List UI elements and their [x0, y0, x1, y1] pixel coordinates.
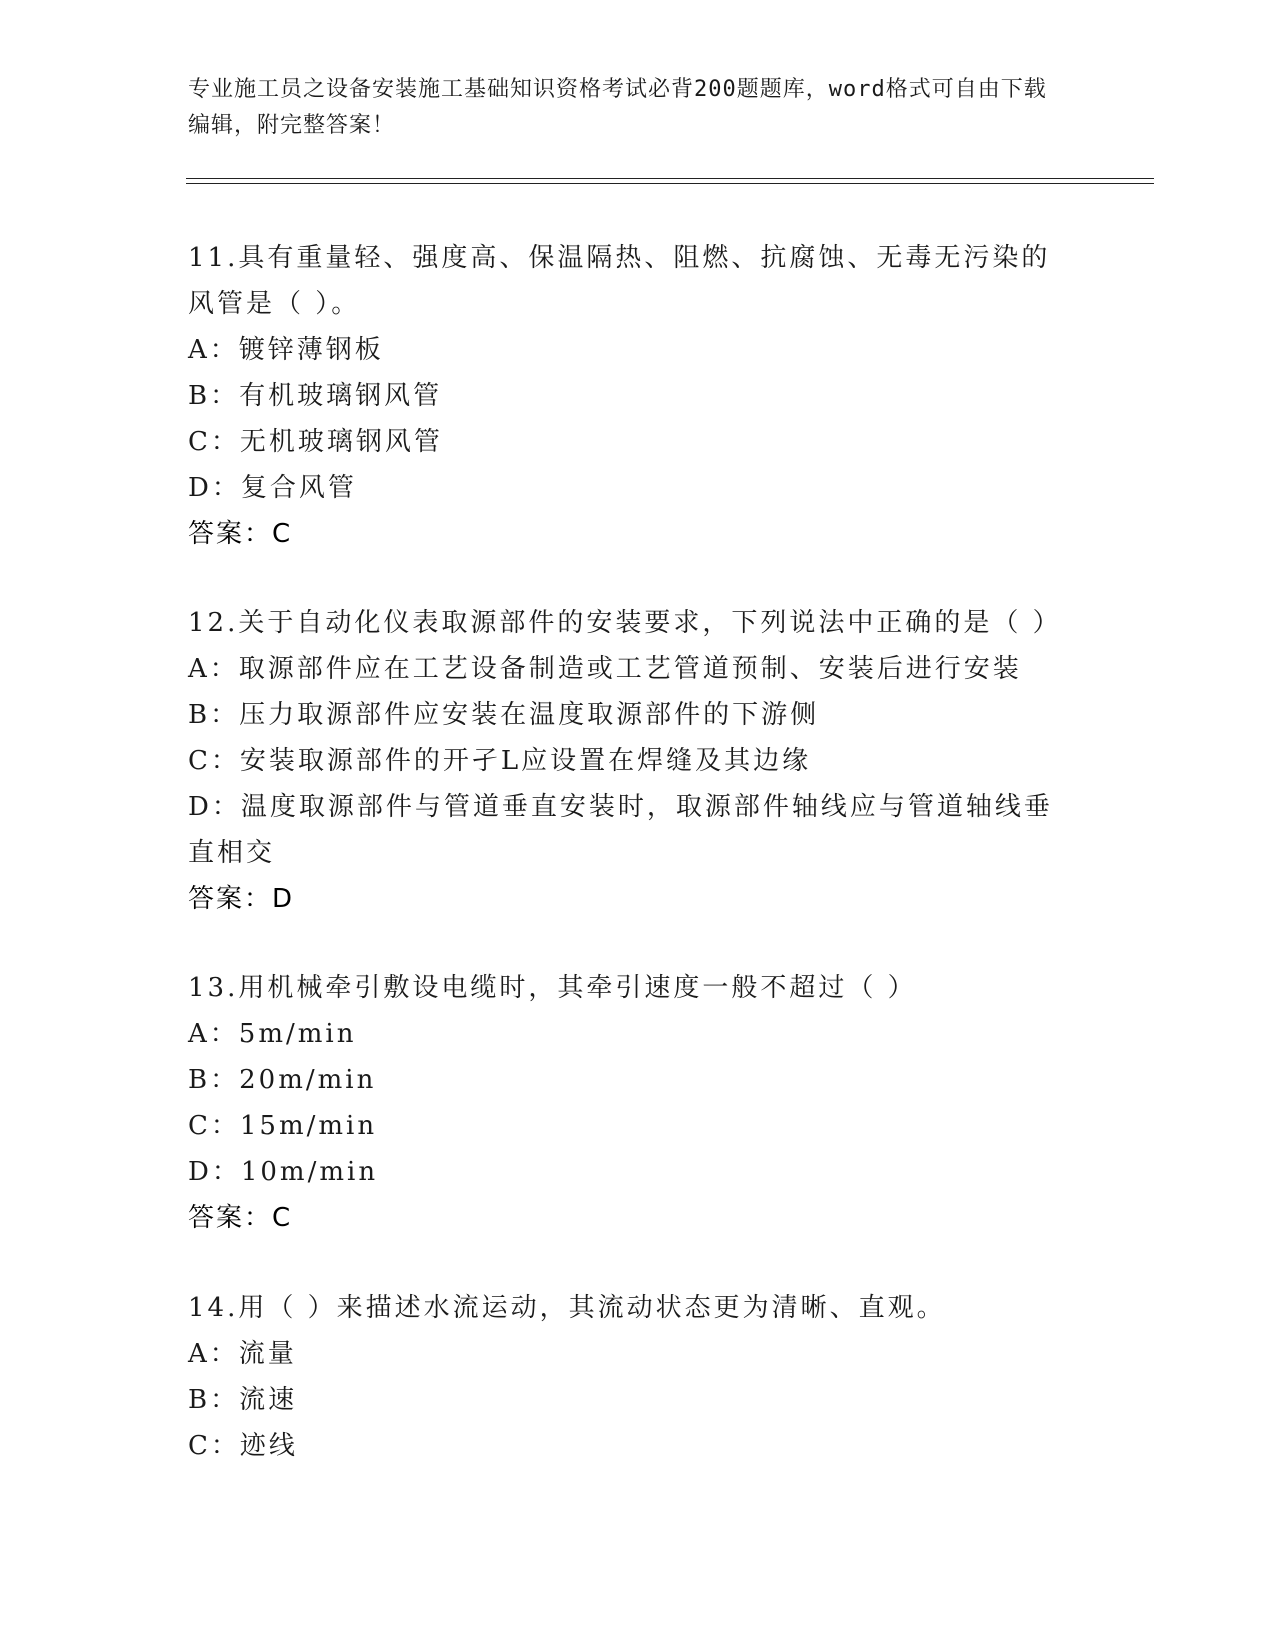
header-divider-bottom — [186, 183, 1154, 184]
answer-key: 答案：C — [188, 1203, 293, 1233]
question-14 — [188, 1285, 1068, 1469]
question-stem: 12.关于自动化仪表取源部件的安装要求，下列说法中正确的是（ ） — [188, 608, 1062, 638]
option-b: B：压力取源部件应安装在温度取源部件的下游侧 — [188, 700, 820, 730]
option-b: B：流速 — [188, 1385, 298, 1415]
question-stem: 14.用（ ）来描述水流运动，其流动状态更为清晰、直观。 — [188, 1293, 946, 1323]
option-c: C：无机玻璃钢风管 — [188, 427, 443, 457]
question-13 — [188, 965, 1068, 1241]
option-b: B：20m/min — [188, 1065, 377, 1095]
question-stem: 11.具有重量轻、强度高、保温隔热、阻燃、抗腐蚀、无毒无污染的风管是（ ）。 — [188, 243, 1051, 319]
option-d: D：10m/min — [188, 1157, 379, 1187]
document-header — [188, 72, 1068, 144]
option-d: D：温度取源部件与管道垂直安装时，取源部件轴线应与管道轴线垂直相交 — [188, 792, 1053, 868]
option-a: A：镀锌薄钢板 — [188, 335, 384, 365]
header-title: 专业施工员之设备安装施工基础知识资格考试必背200题题库，word格式可自由下载编辑，附完整答案！ — [188, 77, 1047, 138]
option-b: B：有机玻璃钢风管 — [188, 381, 443, 411]
option-a: A：5m/min — [188, 1019, 357, 1049]
header-divider-top — [186, 178, 1154, 179]
question-11 — [188, 235, 1068, 557]
question-12 — [188, 600, 1068, 922]
option-a: A：取源部件应在工艺设备制造或工艺管道预制、安装后进行安装 — [188, 654, 1022, 684]
option-a: A：流量 — [188, 1339, 297, 1369]
option-c: C：迹线 — [188, 1431, 298, 1461]
answer-key: 答案：C — [188, 519, 293, 549]
option-c: C：15m/min — [188, 1111, 378, 1141]
question-stem: 13.用机械牵引敷设电缆时，其牵引速度一般不超过（ ） — [188, 973, 917, 1003]
option-c: C：安装取源部件的开孑L应设置在焊缝及其边缘 — [188, 746, 812, 776]
answer-key: 答案：D — [188, 884, 295, 914]
option-d: D：复合风管 — [188, 473, 357, 503]
